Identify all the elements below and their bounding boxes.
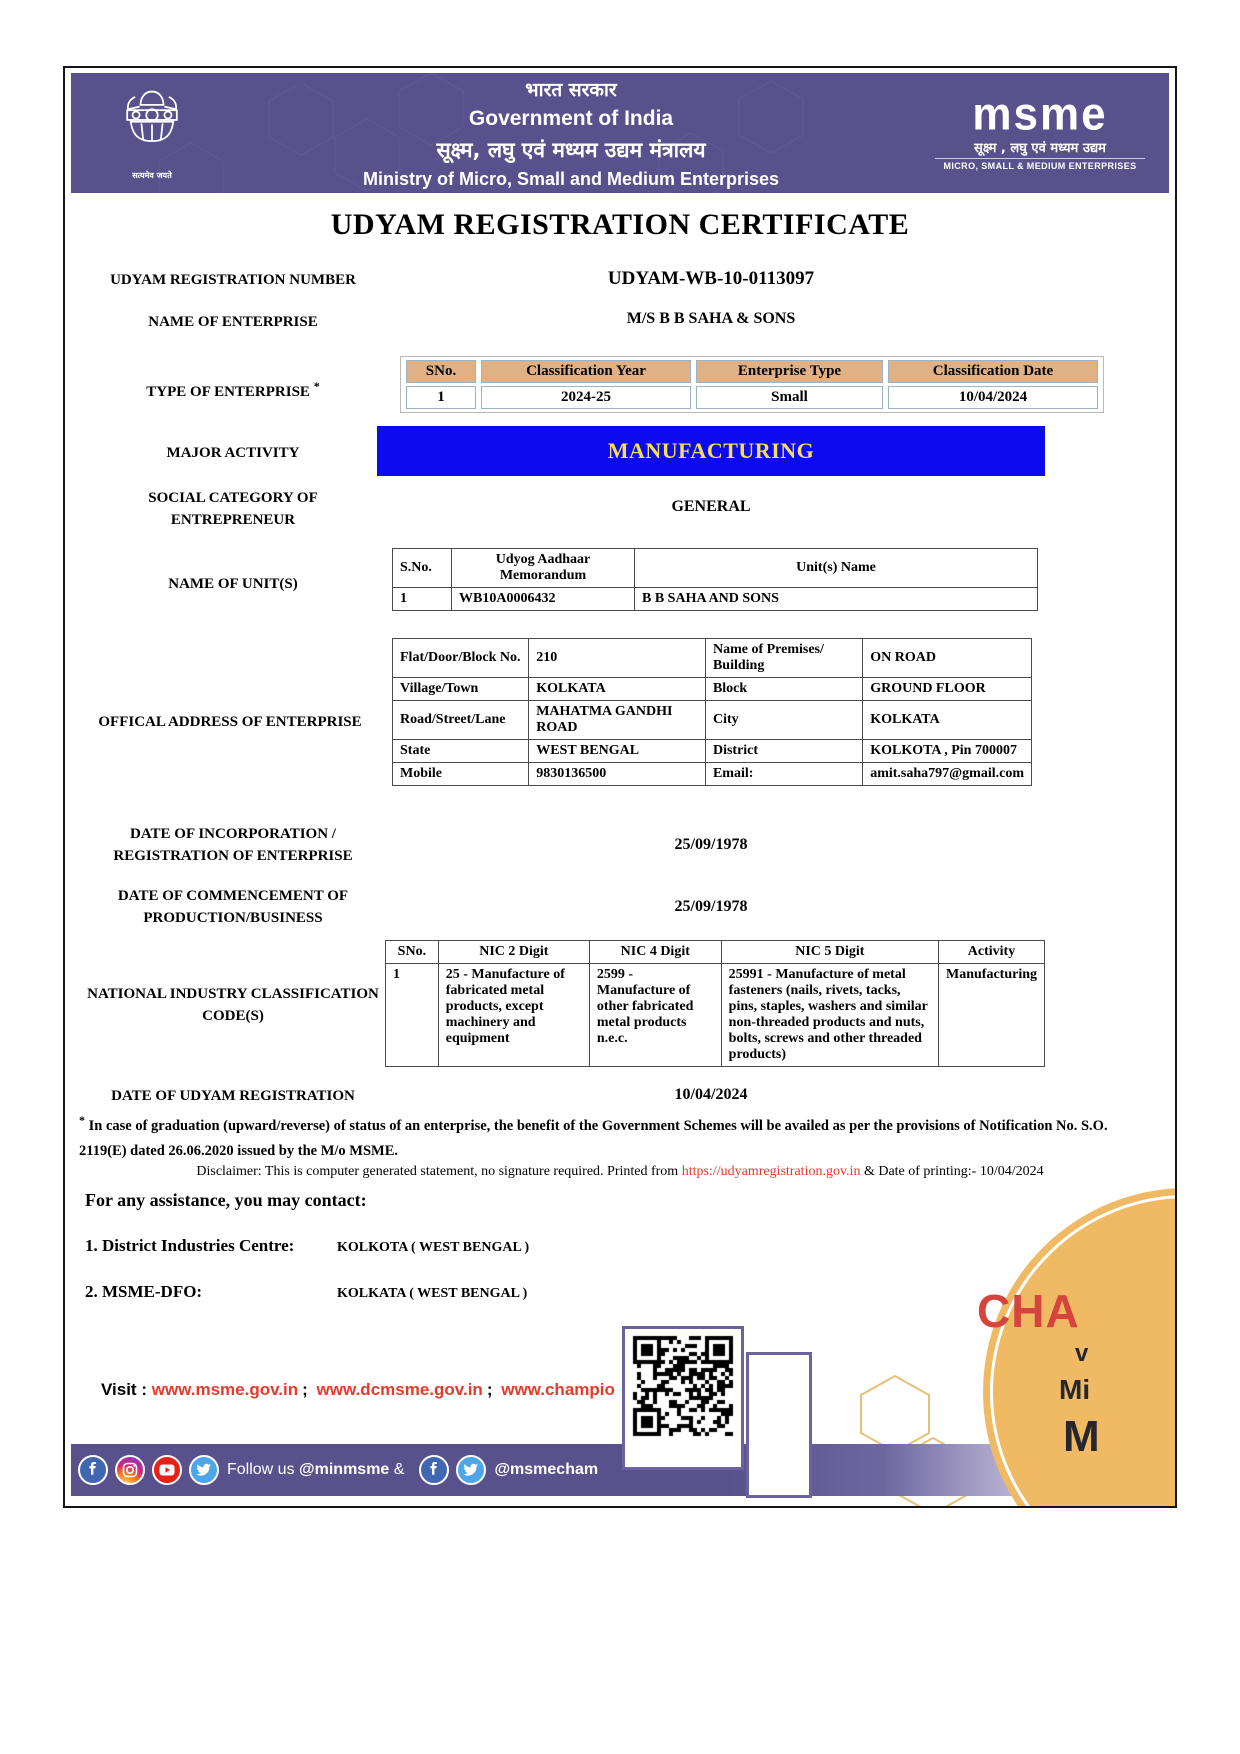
facebook-icon	[78, 1455, 108, 1485]
addr-email-label: Email:	[705, 763, 862, 786]
nic-data-row	[386, 964, 1045, 1067]
incorporation-date-label: DATE OF INCORPORATION / REGISTRATION OF ENTERPRISE	[113, 826, 353, 864]
follow-prefix: Follow us	[227, 1461, 295, 1478]
col-unit-name: Unit(s) Name	[635, 549, 1038, 588]
nic-header-row	[386, 941, 1045, 964]
units-table	[392, 548, 1038, 611]
cell-activity: Manufacturing	[939, 964, 1045, 1067]
address-row	[393, 639, 1032, 678]
disclaimer-line	[65, 1164, 1175, 1180]
addr-district-label: District	[705, 740, 862, 763]
address-row	[393, 763, 1032, 786]
major-activity-label: MAJOR ACTIVITY	[166, 445, 300, 461]
graduation-footnote	[79, 1110, 1145, 1165]
classification-header-row	[406, 360, 1098, 383]
units-data-row	[393, 588, 1038, 611]
col-uam: Udyog Aadhaar Memorandum	[452, 549, 635, 588]
msme-logo-english: MICRO, SMALL & MEDIUM ENTERPRISES	[943, 160, 1137, 171]
address-table	[392, 638, 1032, 786]
certificate-title: UDYAM REGISTRATION CERTIFICATE	[330, 208, 910, 241]
addr-city-label: City	[705, 701, 862, 740]
enterprise-name-label: NAME OF ENTERPRISE	[148, 314, 318, 330]
cell-classification-year: 2024-25	[481, 386, 691, 409]
facebook-icon	[419, 1455, 449, 1485]
addr-village-label: Village/Town	[393, 678, 529, 701]
addr-flat-label: Flat/Door/Block No.	[393, 639, 529, 678]
disclaimer-suffix: & Date of printing:- 10/04/2024	[860, 1164, 1044, 1179]
minmsme-handle: @minmsme	[299, 1461, 390, 1478]
enterprise-type-label	[85, 378, 381, 404]
addr-state-value: WEST BENGAL	[529, 740, 706, 763]
follow-us-text	[227, 1461, 404, 1479]
udyam-registration-link[interactable]: https://udyamregistration.gov.in	[681, 1164, 861, 1179]
col-activity: Activity	[939, 941, 1045, 964]
champions-text-fragment: v	[1075, 1340, 1089, 1367]
addr-road-value: MAHATMA GANDHI ROAD	[529, 701, 706, 740]
col-nic-sno: SNo.	[386, 941, 439, 964]
col-classification-year: Classification Year	[481, 360, 691, 383]
instagram-icon	[115, 1455, 145, 1485]
visit-label: Visit :	[101, 1380, 147, 1399]
cell-nic5: 25991 - Manufacture of metal fasteners (nails, rivets, tacks, pins, staples, washers and similar non-threaded products and nuts, bolts, screws and other threaded products)	[721, 964, 938, 1067]
ampersand: &	[393, 1461, 405, 1478]
col-sno: SNo.	[406, 360, 476, 383]
ministry-name: Ministry of Micro, Small and Medium Enterprises	[362, 169, 780, 189]
twitter-icon	[456, 1455, 486, 1485]
cell-unit-name: B B SAHA AND SONS	[635, 588, 1038, 611]
address-row	[393, 678, 1032, 701]
major-activity-value: MANUFACTURING	[607, 438, 815, 463]
social-category-label: SOCIAL CATEGORY OF ENTREPRENEUR	[148, 490, 318, 528]
ministry-header-band	[71, 73, 1169, 193]
nic-label: NATIONAL INDUSTRY CLASSIFICATION CODE(S)	[87, 986, 379, 1024]
addr-village-value: KOLKATA	[529, 678, 706, 701]
dcmsme-gov-link[interactable]: www.dcmsme.gov.in	[316, 1380, 483, 1399]
msmechampions-handle: @msmecham	[494, 1461, 599, 1478]
major-activity-banner	[377, 426, 1045, 476]
cell-sno: 1	[406, 386, 476, 409]
cell-uam: WB10A0006432	[452, 588, 635, 611]
cell-units-sno: 1	[393, 588, 452, 611]
commencement-date-value: 25/09/1978	[674, 898, 748, 915]
dic-value: KOLKOTA ( WEST BENGAL )	[337, 1240, 530, 1255]
msme-dfo-value: KOLKATA ( WEST BENGAL )	[337, 1286, 528, 1301]
addr-state-label: State	[393, 740, 529, 763]
government-of-india: Government of India	[468, 107, 674, 130]
disclaimer-prefix: Disclaimer: This is computer generated statement, no signature required. Printed from	[196, 1164, 682, 1179]
enterprise-name-value: M/S B B SAHA & SONS	[626, 310, 796, 327]
addr-mobile-label: Mobile	[393, 763, 529, 786]
visit-separator: ;	[486, 1380, 493, 1399]
hindi-government-of-india: भारत सरकार	[525, 79, 617, 101]
urn-label: UDYAM REGISTRATION NUMBER	[110, 272, 356, 288]
hindi-ministry-name: सूक्ष्म, लघु एवं मध्यम उद्यम मंत्रालय	[436, 138, 706, 162]
msme-logo-acronym: msme	[972, 88, 1108, 141]
ministry-header-text	[207, 76, 935, 190]
addr-premises-value: ON ROAD	[863, 639, 1032, 678]
qr-code	[629, 1332, 737, 1440]
champions-text-fragment: Mi	[1059, 1374, 1091, 1405]
india-emblem	[97, 86, 207, 181]
cell-nic-sno: 1	[386, 964, 439, 1067]
youtube-icon	[152, 1455, 182, 1485]
addr-block-value: GROUND FLOOR	[863, 678, 1032, 701]
address-row	[393, 740, 1032, 763]
dic-label: 1. District Industries Centre:	[85, 1236, 295, 1255]
incorporation-date-value: 25/09/1978	[674, 836, 748, 853]
col-nic4: NIC 4 Digit	[589, 941, 721, 964]
col-enterprise-type: Enterprise Type	[696, 360, 883, 383]
msme-logo-hindi: सूक्ष्म , लघु एवं मध्यम उद्यम	[935, 138, 1145, 159]
col-nic5: NIC 5 Digit	[721, 941, 938, 964]
champions-gov-link[interactable]: www.champio	[501, 1380, 615, 1399]
champions-text-fragment: CHA	[977, 1285, 1080, 1337]
addr-district-value: KOLKOTA , Pin 700007	[863, 740, 1032, 763]
ashoka-lion-capital-icon	[121, 86, 183, 168]
addr-block-label: Block	[705, 678, 862, 701]
addr-road-label: Road/Street/Lane	[393, 701, 529, 740]
addr-flat-value: 210	[529, 639, 706, 678]
classification-data-row	[406, 386, 1098, 409]
assistance-heading: For any assistance, you may contact:	[85, 1190, 367, 1210]
social-category-value: GENERAL	[671, 498, 751, 515]
units-header-row	[393, 549, 1038, 588]
footnote-asterisk: *	[79, 1113, 85, 1127]
cell-classification-date: 10/04/2024	[888, 386, 1098, 409]
address-row	[393, 701, 1032, 740]
champions-badge	[977, 1188, 1177, 1508]
cell-nic4: 2599 - Manufacture of other fabricated metal products n.e.c.	[589, 964, 721, 1067]
emblem-caption: सत्यमेव जयते	[132, 170, 172, 180]
urn-value: UDYAM-WB-10-0113097	[607, 268, 815, 289]
blank-stamp-box	[746, 1352, 812, 1498]
visit-separator: ;	[302, 1380, 308, 1399]
commencement-date-label: DATE OF COMMENCEMENT OF PRODUCTION/BUSINESS	[117, 888, 349, 926]
msme-gov-link[interactable]: www.msme.gov.in	[151, 1380, 299, 1399]
addr-mobile-value: 9830136500	[529, 763, 706, 786]
cell-nic2: 25 - Manufacture of fabricated metal products, except machinery and equipment	[438, 964, 589, 1067]
units-label: NAME OF UNIT(S)	[168, 576, 298, 592]
col-nic2: NIC 2 Digit	[438, 941, 589, 964]
udyam-date-label: DATE OF UDYAM REGISTRATION	[111, 1088, 355, 1104]
msme-logo	[935, 88, 1145, 171]
msme-dfo-label: 2. MSME-DFO:	[85, 1282, 203, 1301]
champions-text-fragment: M	[1063, 1412, 1100, 1461]
cell-enterprise-type: Small	[696, 386, 883, 409]
nic-table	[385, 940, 1045, 1067]
footnote-text: In case of graduation (upward/reverse) of status of an enterprise, the benefit of the Government Schemes will be availed as per the provisions of Notification No. S.O. 2119(E) dated 26.06.2020 issued by the M/o MSME.	[79, 1117, 1108, 1160]
qr-code-box	[622, 1326, 744, 1470]
col-units-sno: S.No.	[393, 549, 452, 588]
col-classification-date: Classification Date	[888, 360, 1098, 383]
addr-premises-label: Name of Premises/ Building	[705, 639, 862, 678]
visit-line	[101, 1380, 615, 1400]
twitter-icon	[189, 1455, 219, 1485]
enterprise-type-asterisk: *	[313, 379, 320, 393]
certificate-document	[63, 66, 1177, 1508]
udyam-date-value: 10/04/2024	[674, 1086, 748, 1103]
enterprise-type-label-text: TYPE OF ENTERPRISE	[146, 384, 310, 400]
addr-city-value: KOLKATA	[863, 701, 1032, 740]
address-label: OFFICAL ADDRESS OF ENTERPRISE	[98, 714, 362, 730]
classification-table	[400, 356, 1104, 413]
addr-email-value: amit.saha797@gmail.com	[863, 763, 1032, 786]
